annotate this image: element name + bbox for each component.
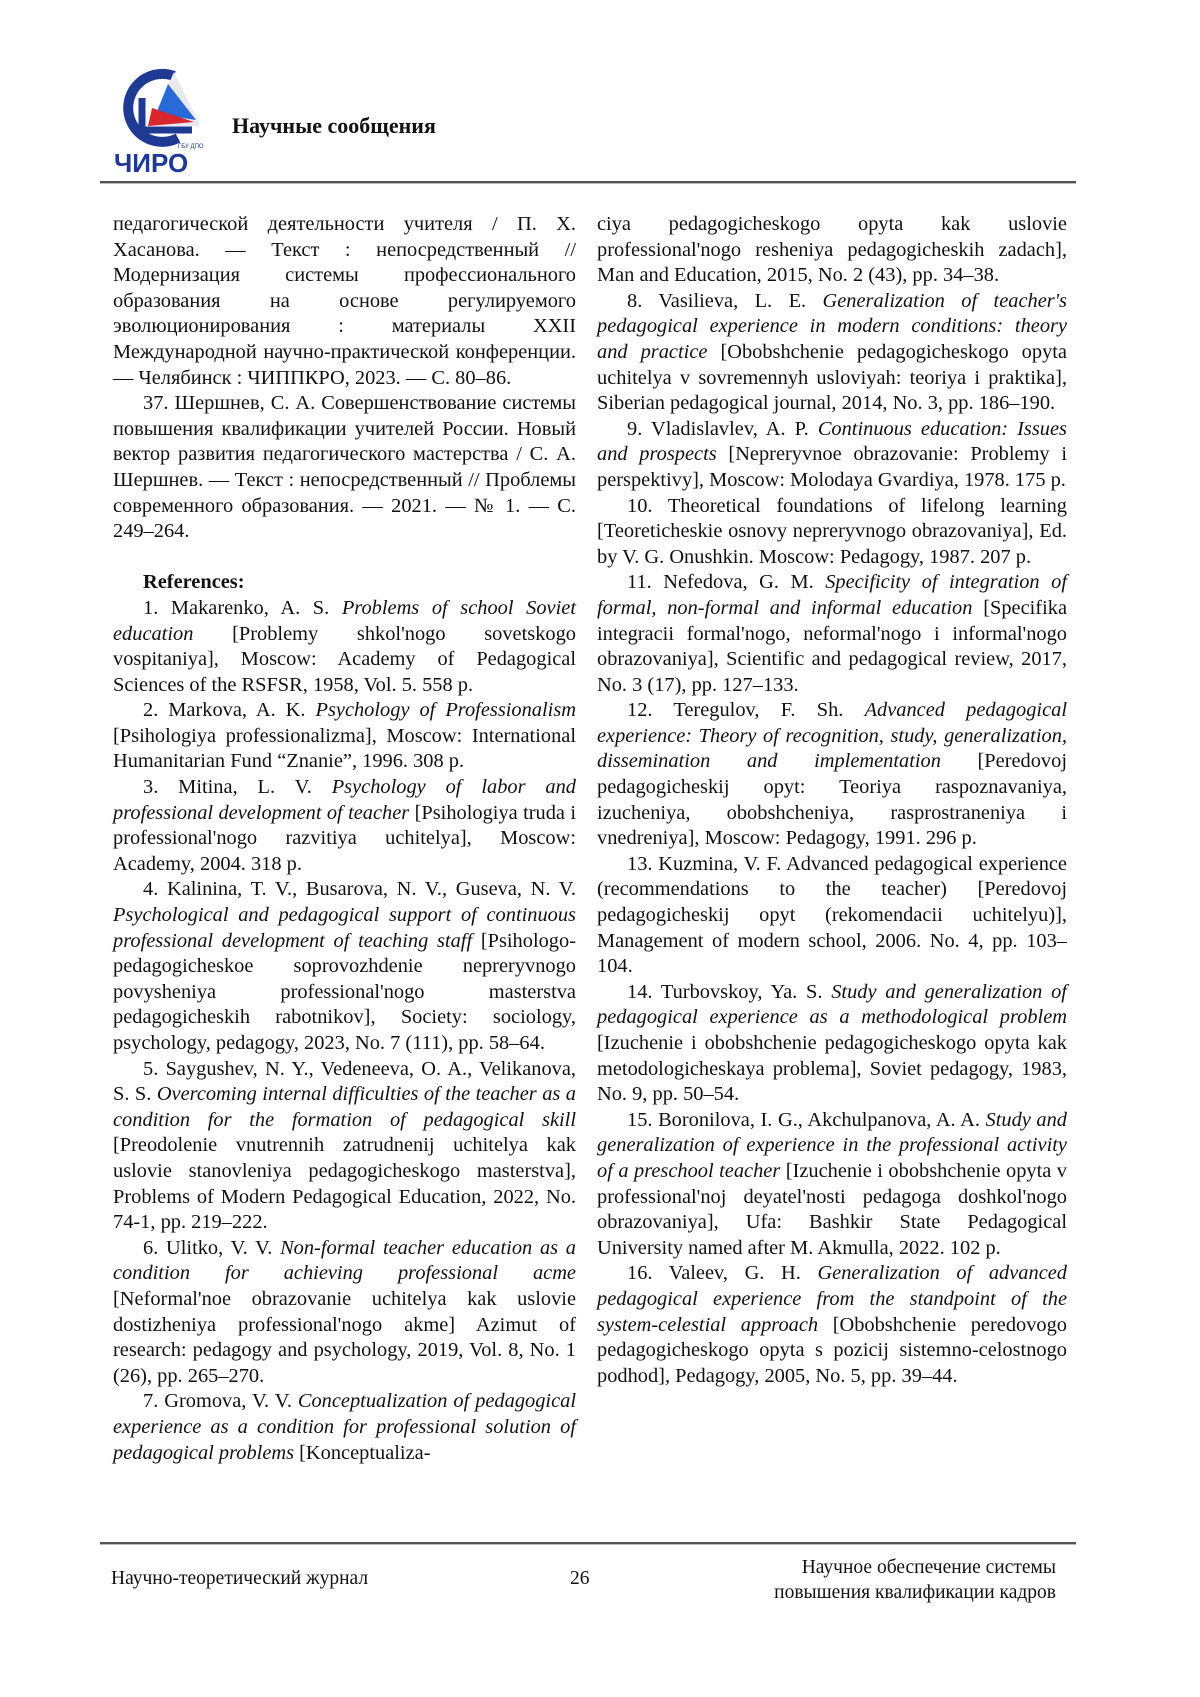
page-number: 26 (570, 1568, 590, 1590)
reference-item (113, 698, 576, 775)
reference-rest: [Izuchenie i obobshchenie pedagogicheskogo opyta kak metodologicheskaya problema], Soviet pedagogy, 1983, No. 9, pp. 50–54. (597, 1032, 1067, 1105)
reference-title: Psychological and pedagogical support of continuous professional development of teaching staff (113, 904, 576, 952)
reference-item (597, 494, 1067, 571)
reference-lead: 16. Valeev, G. H. (627, 1262, 817, 1284)
reference-rest: [Psihologiya truda i professional'nogo razvitiya uchitelya], Moscow: Academy, 2004. 318 p. (113, 802, 576, 875)
reference-title: Specificity of integration of formal, non-formal and informal education (597, 571, 1067, 619)
reference-item (597, 980, 1067, 1108)
reference-lead: 5. Saygushev, N. Y., Vedeneeva, O. A., Velikanova, S. S. (113, 1058, 576, 1106)
reference-continuation: ciya pedagogicheskogo opyta kak uslovie professional'nogo resheniya pedagogicheskih zadach], Man and Education, 2015, No. 2 (43), pp. 34–38. (597, 212, 1067, 289)
footer-journal-type: Научно-теоретический журнал (111, 1568, 368, 1590)
reference-title: Advanced pedagogical experience: Theory of recognition, study, generalization, dissemination and implementation (597, 699, 1067, 772)
footer-journal-title (774, 1555, 1056, 1605)
reference-rest: [Konceptualiza- (294, 1442, 430, 1464)
reference-lead: 9. Vladislavlev, A. P. (627, 418, 818, 440)
reference-lead: 3. Mitina, L. V. (143, 776, 332, 798)
reference-item (597, 852, 1067, 980)
reference-continuation: педагогической деятельности учителя / П. Х. Хасанова. — Текст : непосредственный // Модернизация системы профессионального образования на основе регулируемого эволюционирования : материалы XXII Международной научно-практической конференции. — Челябинск : ЧИППКРО, 2023. — С. 80–86. (113, 212, 576, 391)
reference-rest: [Neformal'noe obrazovanie uchitelya kak uslovie dostizheniya professional'nogo akme] Azimut of research: pedagogy and psychology, 2019, Vol. 8, No. 1 (26), pp. 265–270. (113, 1288, 576, 1387)
reference-rest: [Psihologo-pedagogicheskoe soprovozhdenie nepreryvnogo povysheniya professional'nogo masterstva pedagogicheskih rabotnikov], Society: sociology, psychology, pedagogy, 2023, No. 7 (111), pp. 58–64. (113, 930, 576, 1054)
reference-rest: [Preodolenie vnutrennih zatrudnenij uchitelya kak uslovie stanovleniya pedagogicheskogo masterstva], Problems of Modern Pedagogical Education, 2022, No. 74-1, pp. 219–222. (113, 1134, 576, 1233)
reference-item (113, 1389, 576, 1466)
reference-rest: [Psihologiya professionalizma], Moscow: International Humanitarian Fund “Znanie”, 1996. 308 p. (113, 725, 576, 773)
reference-item (597, 1261, 1067, 1389)
reference-rest: [Nepreryvnoe obrazovanie: Problemy i perspektivy], Moscow: Molodaya Gvardiya, 1978. 175 p. (597, 443, 1067, 491)
reference-lead: 12. Teregulov, F. Sh. (627, 699, 865, 721)
reference-item (597, 1108, 1067, 1262)
right-column (597, 212, 1067, 1389)
reference-lead: 13. Kuzmina, V. F. Advanced pedagogical experience (recommendations to the teacher) [Peredovoj pedagogicheskij opyt (rekomendacii uchitelyu)], Management of modern school, 2006. No. 4, pp. 103–104. (597, 853, 1067, 977)
reference-lead: 1. Makarenko, A. S. (143, 597, 342, 619)
reference-item (113, 775, 576, 877)
chiro-logo (112, 68, 212, 176)
reference-item (113, 1057, 576, 1236)
reference-title: Psychology of labor and professional development of teacher (113, 776, 576, 824)
reference-item (113, 596, 576, 698)
reference-title: Conceptualization of pedagogical experience as a condition for professional solution of pedagogical problems (113, 1390, 576, 1463)
reference-title: Overcoming internal difficulties of the teacher as a condition for the formation of pedagogical skill (113, 1083, 576, 1131)
reference-item (597, 289, 1067, 417)
section-title: Научные сообщения (232, 113, 436, 139)
footer-title-line2: повышения квалификации кадров (774, 1580, 1056, 1605)
reference-title: Generalization of advanced pedagogical experience from the standpoint of the system-celestial approach (597, 1262, 1067, 1335)
reference-lead: 7. Gromova, V. V. (143, 1390, 298, 1412)
left-column (113, 212, 576, 1466)
reference-title: Continuous education: Issues and prospects (597, 418, 1067, 466)
reference-lead: 14. Turbovskoy, Ya. S. (627, 981, 831, 1003)
reference-item (113, 1236, 576, 1390)
reference-item (597, 570, 1067, 698)
reference-lead: 4. Kalinina, T. V., Busarova, N. V., Guseva, N. V. (143, 878, 576, 900)
reference-lead: 11. Nefedova, G. M. (627, 571, 825, 593)
reference-rest: [Specifika integracii formal'nogo, neformal'nogo i informal'nogo obrazovaniya], Scientific and pedagogical review, 2017, No. 3 (17), pp. 127–133. (597, 597, 1067, 696)
reference-title: Generalization of teacher's pedagogical experience in modern conditions: theory and practice (597, 290, 1067, 363)
reference-rest: [Problemy shkol'nogo sovetskogo vospitaniya], Moscow: Academy of Pedagogical Sciences of the RSFSR, 1958, Vol. 5. 558 p. (113, 623, 576, 696)
footer-title-line1: Научное обеспечение системы (774, 1555, 1056, 1580)
header-divider (100, 181, 1076, 184)
reference-rest: [Peredovoj pedagogicheskij opyt: Teoriya raspoznavaniya, izucheniya, obobshcheniya, rasprostraneniya i vnedreniya], Moscow: Pedagogy, 1991. 296 p. (597, 750, 1067, 849)
reference-title: Psychology of Professionalism (316, 699, 577, 721)
reference-lead: 15. Boronilova, I. G., Akchulpanova, A. A. (627, 1109, 986, 1131)
reference-title: Non-formal teacher education as a condition for achieving professional acme (113, 1237, 576, 1285)
reference-lead: 10. Theoretical foundations of lifelong learning [Teoreticheskie osnovy nepreryvnogo obrazovaniya], Ed. by V. G. Onushkin. Moscow: Pedagogy, 1987. 207 p. (597, 495, 1067, 568)
reference-rest: [Obobshchenie peredovogo pedagogicheskogo opyta s pozicij sistemno-celostnogo podhod], Pedagogy, 2005, No. 5, pp. 39–44. (597, 1314, 1067, 1387)
reference-rest: [Obobshchenie pedagogicheskogo opyta uchitelya v sovremennyh usloviyah: teoriya i praktika], Siberian pedagogical journal, 2014, No. 3, pp. 186–190. (597, 341, 1067, 414)
reference-item (113, 877, 576, 1056)
reference-item (597, 417, 1067, 494)
reference-item-37: 37. Шершнев, С. А. Совершенствование системы повышения квалификации учителей России. Новый вектор развития педагогического мастерства / С. А. Шершнев. — Текст : непосредственный // Проблемы современного образования. — 2021. — № 1. — С. 249–264. (113, 391, 576, 545)
reference-lead: 6. Ulitko, V. V. (143, 1237, 280, 1259)
svg-text:ГБУ ДПО: ГБУ ДПО (178, 144, 204, 150)
reference-title: Study and generalization of pedagogical experience as a methodological problem (597, 981, 1067, 1029)
reference-rest: [Izuchenie i obobshchenie opyta v professional'noj deyatel'nosti pedagoga doshkol'nogo obrazovaniya], Ufa: Bashkir State Pedagogical University named after M. Akmulla, 2022. 102 p. (597, 1160, 1067, 1259)
svg-text:ЧИРО: ЧИРО (114, 148, 188, 176)
footer-divider (100, 1542, 1076, 1545)
reference-lead: 8. Vasilieva, L. E. (627, 290, 823, 312)
reference-title: Study and generalization of experience in the professional activity of a preschool teacher (597, 1109, 1067, 1182)
reference-item (597, 698, 1067, 852)
reference-lead: 2. Markova, A. K. (143, 699, 316, 721)
reference-title: Problems of school Soviet education (113, 597, 576, 645)
references-heading: References: (113, 570, 576, 596)
